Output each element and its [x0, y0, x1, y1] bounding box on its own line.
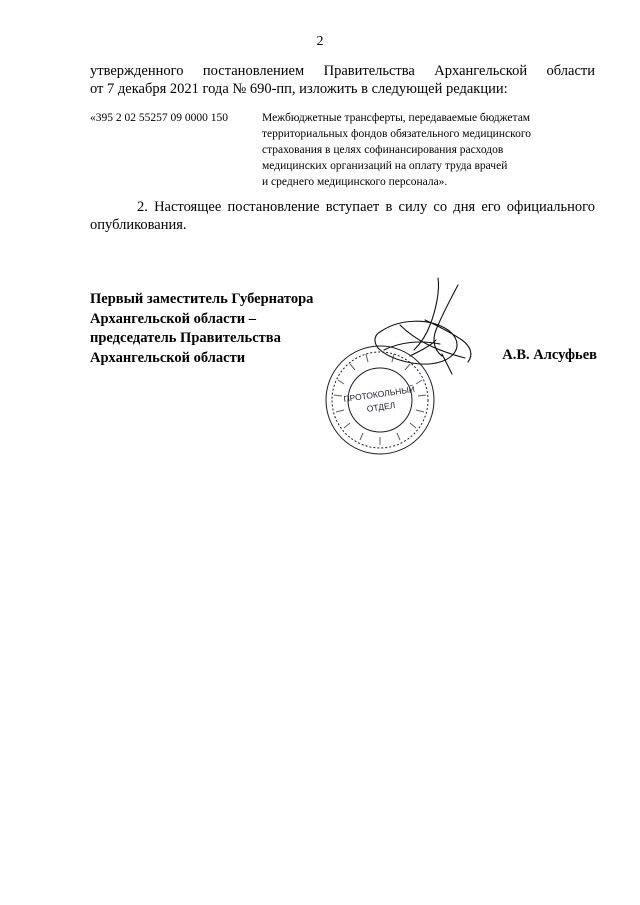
signatory-name: А.В. Алсуфьев [502, 347, 597, 363]
budget-code: «395 2 02 55257 09 0000 150 [90, 112, 228, 124]
signatory-title-line: Архангельской области [90, 349, 246, 366]
description-line: и среднего медицинского персонала». [262, 176, 448, 188]
description-line: территориальных фондов обязательного медицинского [262, 128, 532, 140]
stamp-text-line-2: ОТДЕЛ [366, 399, 396, 414]
description-line: Межбюджетные трансферты, передаваемые бюджетам [262, 112, 531, 124]
paragraph-2-line-2: опубликования. [90, 217, 187, 233]
signatory-title-line: председатель Правительства [90, 330, 281, 346]
description-line: медицинских организаций на оплату труда врачей [262, 160, 508, 172]
stamp-text-line-1: ПРОТОКОЛЬНЫЙ [342, 384, 416, 405]
paragraph-2-line-1: 2. Настоящее постановление вступает в силу со дня его официального [137, 199, 595, 215]
body-line-1: утвержденного постановлением Правительства Архангельской области [90, 63, 595, 79]
signatory-title-line: Архангельской области – [90, 310, 256, 327]
official-stamp [320, 340, 440, 460]
signatory-title-line: Первый заместитель Губернатора [90, 291, 314, 307]
description-line: страхования в целях софинансирования расходов [262, 144, 504, 156]
body-line-2: от 7 декабря 2021 года № 690-пп, изложить в следующей редакции: [90, 81, 508, 97]
signatory-title [90, 290, 313, 368]
page-number: 2 [316, 34, 324, 49]
budget-code-description [262, 110, 602, 190]
